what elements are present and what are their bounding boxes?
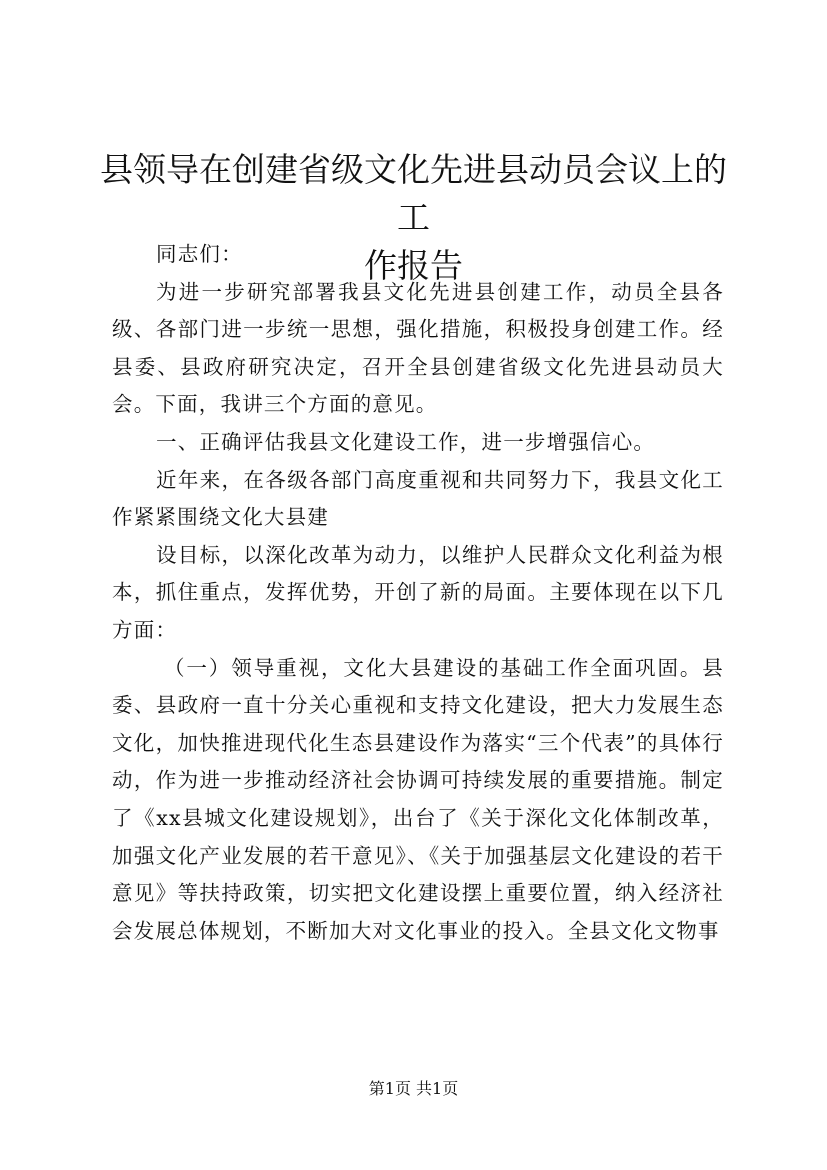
paragraph-leadership: （一）领导重视，文化大县建设的基础工作全面巩固。县委、县政府一直十分关心重视和支持文化建设，把大力发展生态文化，加快推进现代化生态县建设作为落实“三个代表”的具体行动，作为进一步推动经济社会协调可持续发展的重要措施。制定了《xx县城文化建设规划》，出台了《关于深化文化体制改革，加强文化产业发展的若干意见》、《关于加强基层文化建设的若干意见》等扶持政策，切实把文化建设摆上重要位置，纳入经济社会发展总体规划，不断加大对文化事业的投入。全县文化文物事 (112, 655, 724, 943)
paragraph-intro: 为进一步研究部署我县文化先进县创建工作，动员全县各级、各部门进一步统一思想，强化措施，积极投身创建工作。经县委、县政府研究决定，召开全县创建省级文化先进县动员大会。下面，我讲三个方面的意见。 (112, 279, 724, 417)
page-footer: 第1页 共1页 (368, 1079, 459, 1098)
paragraph-recent-years: 近年来，在各级各部门高度重视和共同努力下，我县文化工作紧紧围绕文化大县建 (112, 467, 724, 530)
document-body (112, 236, 724, 950)
salutation: 同志们： (156, 242, 243, 266)
section-heading-1: 一、正确评估我县文化建设工作，进一步增强信心。 (156, 429, 656, 454)
paragraph-goals: 设目标，以深化改革为动力，以维护人民群众文化利益为根本，抓住重点，发挥优势，开创了新的局面。主要体现在以下几方面： (112, 542, 724, 642)
title-line-1: 县领导在创建省级文化先进县动员会议上的工 (100, 150, 727, 237)
title-line-2: 作报告 (364, 246, 463, 285)
